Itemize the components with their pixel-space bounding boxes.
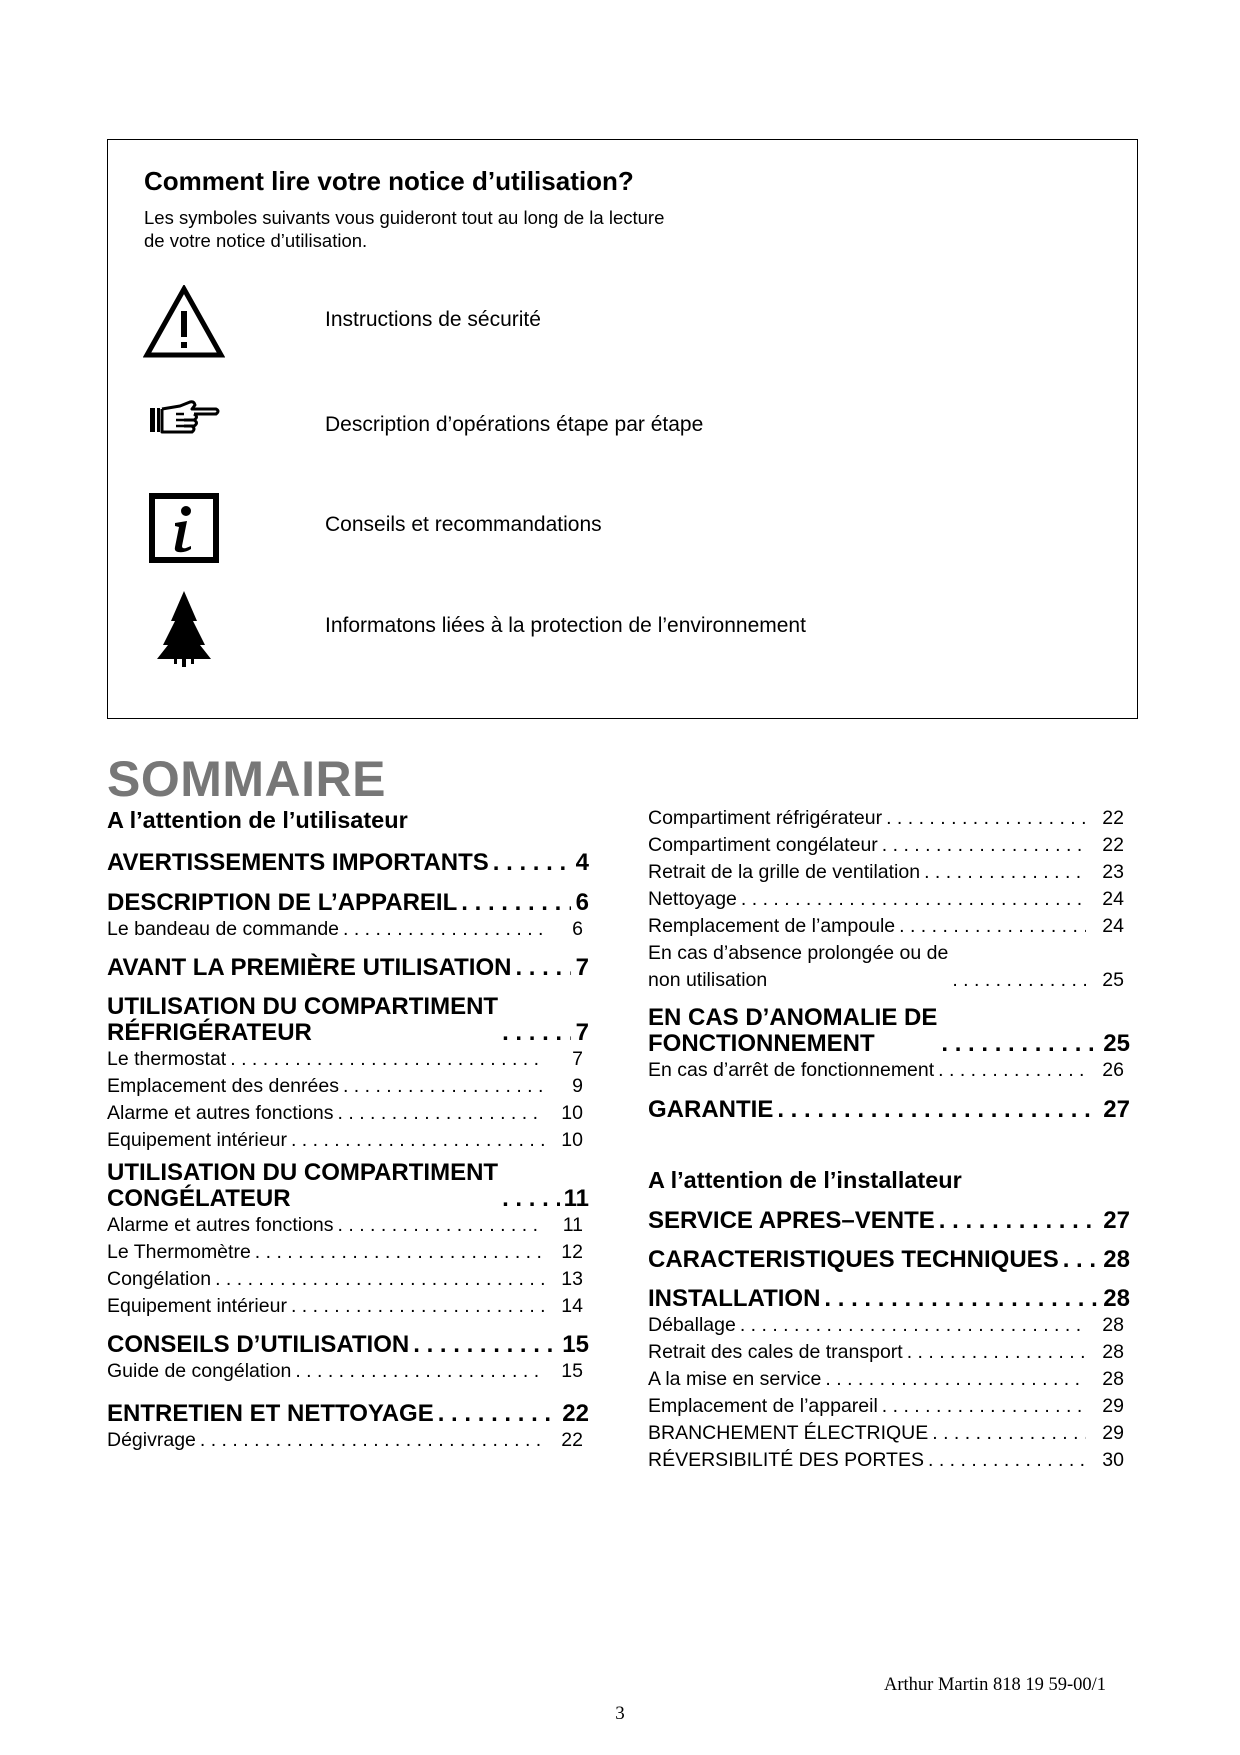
- toc-entry-label: En cas d’absence prolongée ou de non utilisation: [648, 942, 949, 991]
- toc-entry-page: 15: [561, 1360, 583, 1382]
- toc-entry-page: 10: [561, 1102, 583, 1124]
- toc-dot-leader: [907, 1339, 1086, 1366]
- toc-dot-leader: [777, 1097, 1099, 1123]
- toc-entry-page: 27: [1103, 1207, 1130, 1234]
- toc-dot-leader: [230, 1046, 545, 1073]
- toc-entry-page: 22: [1102, 834, 1124, 856]
- toc-entry-page: 11: [563, 1185, 589, 1212]
- toc-entry-label: Le thermostat: [107, 1048, 227, 1070]
- toc-dot-leader: [924, 859, 1086, 886]
- toc-section-entry: [107, 850, 589, 876]
- toc-entry-label: Compartiment réfrigérateur: [648, 807, 883, 829]
- toc-entry-label: Equipement intérieur: [107, 1129, 287, 1151]
- symbol-label-advice: Conseils et recommandations: [325, 513, 602, 536]
- toc-entry-label: Le Thermomètre: [107, 1241, 251, 1263]
- toc-dot-leader: [899, 913, 1086, 940]
- toc-entry-label: INSTALLATION: [648, 1285, 821, 1312]
- toc-entry-page: 22: [561, 1429, 583, 1451]
- toc-dot-leader: [295, 1358, 545, 1385]
- toc-entry-page: 4: [575, 849, 589, 876]
- toc-dot-leader: [740, 1312, 1086, 1339]
- toc-audience-heading: A l’attention de l’utilisateur: [107, 807, 408, 833]
- toc-entry-page: 28: [1102, 1314, 1124, 1336]
- toc-entry-label: ENTRETIEN ET NETTOYAGE: [107, 1400, 434, 1427]
- toc-entry-label: Nettoyage: [648, 888, 737, 910]
- symbol-label-environment: Informatons liées à la protection de l’environnement: [325, 614, 806, 637]
- toc-entry-label: Le bandeau de commande: [107, 918, 340, 940]
- toc-dot-leader: [502, 1020, 571, 1046]
- toc-entry-page: 29: [1102, 1422, 1124, 1444]
- toc-entry-label: En cas d’arrêt de fonctionnement: [648, 1059, 935, 1081]
- toc-entry-label: Emplacement des denrées: [107, 1075, 339, 1097]
- toc-entry-page: 15: [562, 1331, 589, 1358]
- toc-entry-page: 22: [1102, 807, 1124, 829]
- toc-entry-label: BRANCHEMENT ÉLECTRIQUE: [648, 1422, 929, 1444]
- legend-title: Comment lire votre notice d’utilisation?: [144, 166, 634, 196]
- toc-dot-leader: [825, 1366, 1086, 1393]
- toc-dot-leader: [941, 1031, 1099, 1057]
- toc-entry-label: Retrait des cales de transport: [648, 1341, 903, 1363]
- toc-subsection-entry: [107, 1100, 589, 1127]
- toc-audience-heading: A l’attention de l’installateur: [648, 1167, 962, 1193]
- toc-entry-page: 27: [1103, 1096, 1130, 1123]
- toc-section-entry: [107, 1160, 589, 1212]
- toc-subsection-entry: [648, 1312, 1130, 1339]
- toc-dot-leader: [939, 1208, 1100, 1234]
- toc-dot-leader: [200, 1427, 545, 1454]
- toc-entry-page: 25: [1102, 969, 1124, 991]
- toc-dot-leader: [413, 1332, 558, 1358]
- toc-section-entry: [648, 1005, 1130, 1057]
- toc-subsection-entry: [648, 1420, 1130, 1447]
- toc-entry-page: 23: [1102, 861, 1124, 883]
- toc-dot-leader: [886, 805, 1086, 832]
- toc-subsection-entry: [107, 1073, 589, 1100]
- toc-dot-leader: [438, 1401, 559, 1427]
- toc-entry-label: GARANTIE: [648, 1096, 774, 1123]
- toc-entry-page: 11: [562, 1214, 583, 1236]
- toc-entry-label: UTILISATION DU COMPARTIMENT CONGÉLATEUR: [107, 1159, 499, 1212]
- toc-dot-leader: [343, 1073, 545, 1100]
- toc-dot-leader: [515, 955, 571, 981]
- toc-entry-page: 28: [1102, 1368, 1124, 1390]
- toc-entry-label: AVANT LA PREMIÈRE UTILISATION: [107, 954, 512, 981]
- toc-subsection-entry: [648, 832, 1130, 859]
- symbol-label-safety: Instructions de sécurité: [325, 308, 541, 331]
- toc-subsection-entry: [648, 1393, 1130, 1420]
- toc-subsection-entry: [107, 1293, 589, 1320]
- toc-entry-label: Déballage: [648, 1314, 736, 1336]
- toc-entry-page: 28: [1102, 1341, 1124, 1363]
- page-number: 3: [615, 1703, 625, 1724]
- toc-entry-label: Compartiment congélateur: [648, 834, 878, 856]
- toc-dot-leader: [215, 1266, 545, 1293]
- toc-dot-leader: [741, 886, 1086, 913]
- toc-entry-page: 28: [1103, 1246, 1130, 1273]
- toc-dot-leader: [502, 1186, 560, 1212]
- toc-entry-label: CARACTERISTIQUES TECHNIQUES: [648, 1246, 1059, 1273]
- toc-subsection-entry: [648, 1339, 1130, 1366]
- info-box-icon: [142, 492, 226, 564]
- toc-entry-page: 14: [561, 1295, 583, 1317]
- toc-entry-page: 29: [1102, 1395, 1124, 1417]
- toc-entry-page: 25: [1103, 1030, 1130, 1057]
- toc-entry-page: 28: [1103, 1285, 1130, 1312]
- toc-entry-label: Dégivrage: [107, 1429, 196, 1451]
- legend-intro: [144, 206, 664, 252]
- warning-triangle-icon: [142, 283, 226, 361]
- symbol-label-steps: Description d’opérations étape par étape: [325, 413, 704, 436]
- toc-dot-leader: [1063, 1247, 1100, 1273]
- toc-subsection-entry: [648, 1057, 1130, 1084]
- toc-entry-label: Equipement intérieur: [107, 1295, 287, 1317]
- toc-entry-page: 13: [561, 1268, 583, 1290]
- toc-entry-label: DESCRIPTION DE L’APPAREIL: [107, 889, 458, 916]
- pointing-hand-icon: [142, 398, 226, 440]
- toc-dot-leader: [928, 1447, 1086, 1474]
- toc-entry-page: 6: [575, 889, 589, 916]
- toc-entry-label: Congélation: [107, 1268, 212, 1290]
- toc-dot-leader: [255, 1239, 545, 1266]
- toc-section-entry: [107, 994, 589, 1046]
- toc-dot-leader: [291, 1127, 545, 1154]
- toc-dot-leader: [882, 1393, 1086, 1420]
- toc-section-entry: [107, 955, 589, 981]
- sommaire-title: SOMMAIRE: [107, 751, 386, 807]
- toc-dot-leader: [338, 1212, 545, 1239]
- toc-entry-page: 30: [1102, 1449, 1124, 1471]
- toc-section-entry: [648, 1247, 1130, 1273]
- toc-entry-label: AVERTISSEMENTS IMPORTANTS: [107, 849, 489, 876]
- toc-dot-leader: [338, 1100, 545, 1127]
- toc-entry-label: Remplacement de l’ampoule: [648, 915, 896, 937]
- toc-subsection-entry: [107, 1127, 589, 1154]
- toc-section-entry: [107, 1401, 589, 1427]
- toc-subsection-entry: [107, 1212, 589, 1239]
- brand-reference: Arthur Martin 818 19 59-00/1: [884, 1675, 1106, 1695]
- toc-section-entry: [648, 1208, 1130, 1234]
- toc-subsection-entry: [107, 1046, 589, 1073]
- toc-entry-label: Alarme et autres fonctions: [107, 1102, 334, 1124]
- toc-section-entry: [648, 1286, 1130, 1312]
- toc-subsection-entry: [648, 886, 1130, 913]
- toc-subsection-entry: [107, 1427, 589, 1454]
- toc-entry-page: 9: [572, 1075, 583, 1097]
- toc-entry-page: 26: [1102, 1059, 1124, 1081]
- toc-entry-label: SERVICE APRES–VENTE: [648, 1207, 935, 1234]
- toc-right-column: [648, 805, 1130, 1474]
- legend-intro-line: de votre notice d’utilisation.: [144, 230, 368, 251]
- toc-subsection-entry: [107, 916, 589, 943]
- toc-subsection-entry: [648, 1366, 1130, 1393]
- toc-dot-leader: [882, 832, 1086, 859]
- toc-subsection-entry: [107, 1239, 589, 1266]
- toc-entry-label: CONSEILS D’UTILISATION: [107, 1331, 410, 1358]
- toc-entry-page: 7: [575, 954, 589, 981]
- toc-subsection-entry: [648, 859, 1130, 886]
- toc-entry-label: A la mise en service: [648, 1368, 822, 1390]
- toc-dot-leader: [952, 967, 1086, 994]
- toc-entry-page: 6: [572, 918, 583, 940]
- toc-entry-label: RÉVERSIBILITÉ DES PORTES: [648, 1449, 924, 1471]
- toc-entry-label: Emplacement de l’appareil: [648, 1395, 878, 1417]
- toc-dot-leader: [291, 1293, 545, 1320]
- toc-dot-leader: [461, 890, 571, 916]
- toc-section-entry: [648, 1097, 1130, 1123]
- legend-box: [107, 139, 1138, 719]
- toc-entry-page: 7: [572, 1048, 583, 1070]
- toc-subsection-entry: [648, 1447, 1130, 1474]
- toc-dot-leader: [343, 916, 545, 943]
- toc-left-column: [107, 805, 589, 1454]
- toc-subsection-entry: [648, 805, 1130, 832]
- toc-entry-label: UTILISATION DU COMPARTIMENT RÉFRIGÉRATEUR: [107, 993, 499, 1046]
- legend-intro-line: Les symboles suivants vous guideront tout au long de la lecture: [144, 207, 665, 228]
- toc-dot-leader: [493, 850, 571, 876]
- toc-subsection-entry: [107, 1358, 589, 1385]
- toc-subsection-entry: [648, 913, 1130, 940]
- toc-section-entry: [107, 890, 589, 916]
- toc-entry-page: 7: [575, 1019, 589, 1046]
- toc-entry-label: EN CAS D’ANOMALIE DE FONCTIONNEMENT: [648, 1004, 938, 1057]
- toc-entry-page: 22: [562, 1400, 589, 1427]
- toc-dot-leader: [824, 1286, 1099, 1312]
- toc-entry-page: 10: [561, 1129, 583, 1151]
- tree-icon: [142, 589, 226, 669]
- toc-dot-leader: [932, 1420, 1086, 1447]
- toc-subsection-entry: [107, 1266, 589, 1293]
- toc-entry-label: Retrait de la grille de ventilation: [648, 861, 921, 883]
- toc-section-entry: [107, 1332, 589, 1358]
- toc-entry-page: 12: [561, 1241, 583, 1263]
- toc-entry-page: 24: [1102, 888, 1124, 910]
- toc-entry-label: Alarme et autres fonctions: [107, 1214, 334, 1236]
- toc-subsection-entry: [648, 940, 1130, 994]
- toc-entry-page: 24: [1102, 915, 1124, 937]
- toc-dot-leader: [938, 1057, 1086, 1084]
- toc-entry-label: Guide de congélation: [107, 1360, 292, 1382]
